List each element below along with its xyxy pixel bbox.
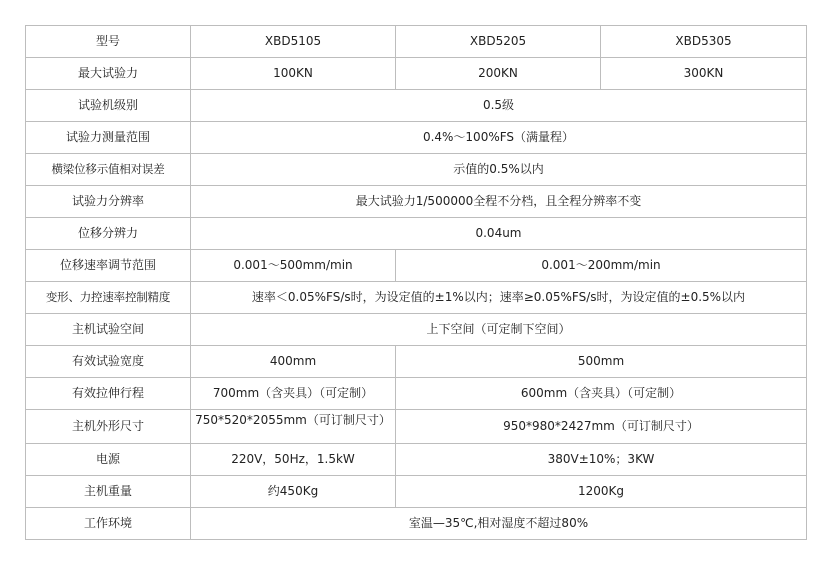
table-row xyxy=(26,476,807,508)
row-label: 位移速率调节范围 xyxy=(26,250,191,282)
spec-value-cell: XBD5205 xyxy=(396,26,601,58)
table-row xyxy=(26,410,807,444)
spec-value-cell: 220V，50Hz，1.5kW xyxy=(191,444,396,476)
table-row xyxy=(26,218,807,250)
spec-value-cell: 500mm xyxy=(396,346,807,378)
row-label: 主机试验空间 xyxy=(26,314,191,346)
spec-value-cell: 300KN xyxy=(601,58,807,90)
table-row xyxy=(26,444,807,476)
spec-value-cell: 示值的0.5%以内 xyxy=(191,154,807,186)
table-row xyxy=(26,154,807,186)
table-row xyxy=(26,508,807,540)
spec-value-cell: 上下空间（可定制下空间） xyxy=(191,314,807,346)
spec-value-cell: 400mm xyxy=(191,346,396,378)
spec-value-cell: 0.001～500mm/min xyxy=(191,250,396,282)
row-label: 位移分辨力 xyxy=(26,218,191,250)
row-label: 试验力分辨率 xyxy=(26,186,191,218)
spec-value-cell: XBD5305 xyxy=(601,26,807,58)
spec-value-cell: XBD5105 xyxy=(191,26,396,58)
spec-table xyxy=(25,25,807,540)
spec-value-cell: 600mm（含夹具）（可定制） xyxy=(396,378,807,410)
row-label: 有效拉伸行程 xyxy=(26,378,191,410)
spec-value-cell: 380V±10%；3KW xyxy=(396,444,807,476)
spec-value-cell xyxy=(191,410,396,444)
spec-value-cell: 100KN xyxy=(191,58,396,90)
row-label: 主机重量 xyxy=(26,476,191,508)
table-row xyxy=(26,58,807,90)
spec-value-cell: 200KN xyxy=(396,58,601,90)
spec-value-cell: 最大试验力1/500000全程不分档，且全程分辨率不变 xyxy=(191,186,807,218)
table-row xyxy=(26,346,807,378)
spec-table-body xyxy=(26,26,807,540)
row-label: 有效试验宽度 xyxy=(26,346,191,378)
row-label: 变形、力控速率控制精度 xyxy=(26,282,191,314)
spec-value-cell: 0.001～200mm/min xyxy=(396,250,807,282)
spec-value-cell: 约450Kg xyxy=(191,476,396,508)
spec-value-cell: 1200Kg xyxy=(396,476,807,508)
row-label: 横梁位移示值相对误差 xyxy=(26,154,191,186)
table-row xyxy=(26,26,807,58)
row-label: 试验力测量范围 xyxy=(26,122,191,154)
table-row xyxy=(26,250,807,282)
row-label: 主机外形尺寸 xyxy=(26,410,191,444)
row-label: 试验机级别 xyxy=(26,90,191,122)
spec-value-cell: 室温—35℃,相对湿度不超过80% xyxy=(191,508,807,540)
spec-value-text: 750*520*2055mm（可订制尺寸） xyxy=(195,413,391,427)
spec-value-cell: 950*980*2427mm（可订制尺寸） xyxy=(396,410,807,444)
spec-value-cell: 速率＜0.05%FS/s时，为设定值的±1%以内；速率≥0.05%FS/s时，为设定值的±0.5%以内 xyxy=(191,282,807,314)
table-row xyxy=(26,378,807,410)
table-row xyxy=(26,122,807,154)
spec-value-cell: 0.5级 xyxy=(191,90,807,122)
row-label: 工作环境 xyxy=(26,508,191,540)
spec-value-cell: 0.4%～100%FS（满量程） xyxy=(191,122,807,154)
row-label: 电源 xyxy=(26,444,191,476)
table-row xyxy=(26,282,807,314)
row-label: 最大试验力 xyxy=(26,58,191,90)
spec-value-cell: 700mm（含夹具）（可定制） xyxy=(191,378,396,410)
row-label: 型号 xyxy=(26,26,191,58)
spec-value-cell: 0.04um xyxy=(191,218,807,250)
table-row xyxy=(26,314,807,346)
table-row xyxy=(26,90,807,122)
table-row xyxy=(26,186,807,218)
